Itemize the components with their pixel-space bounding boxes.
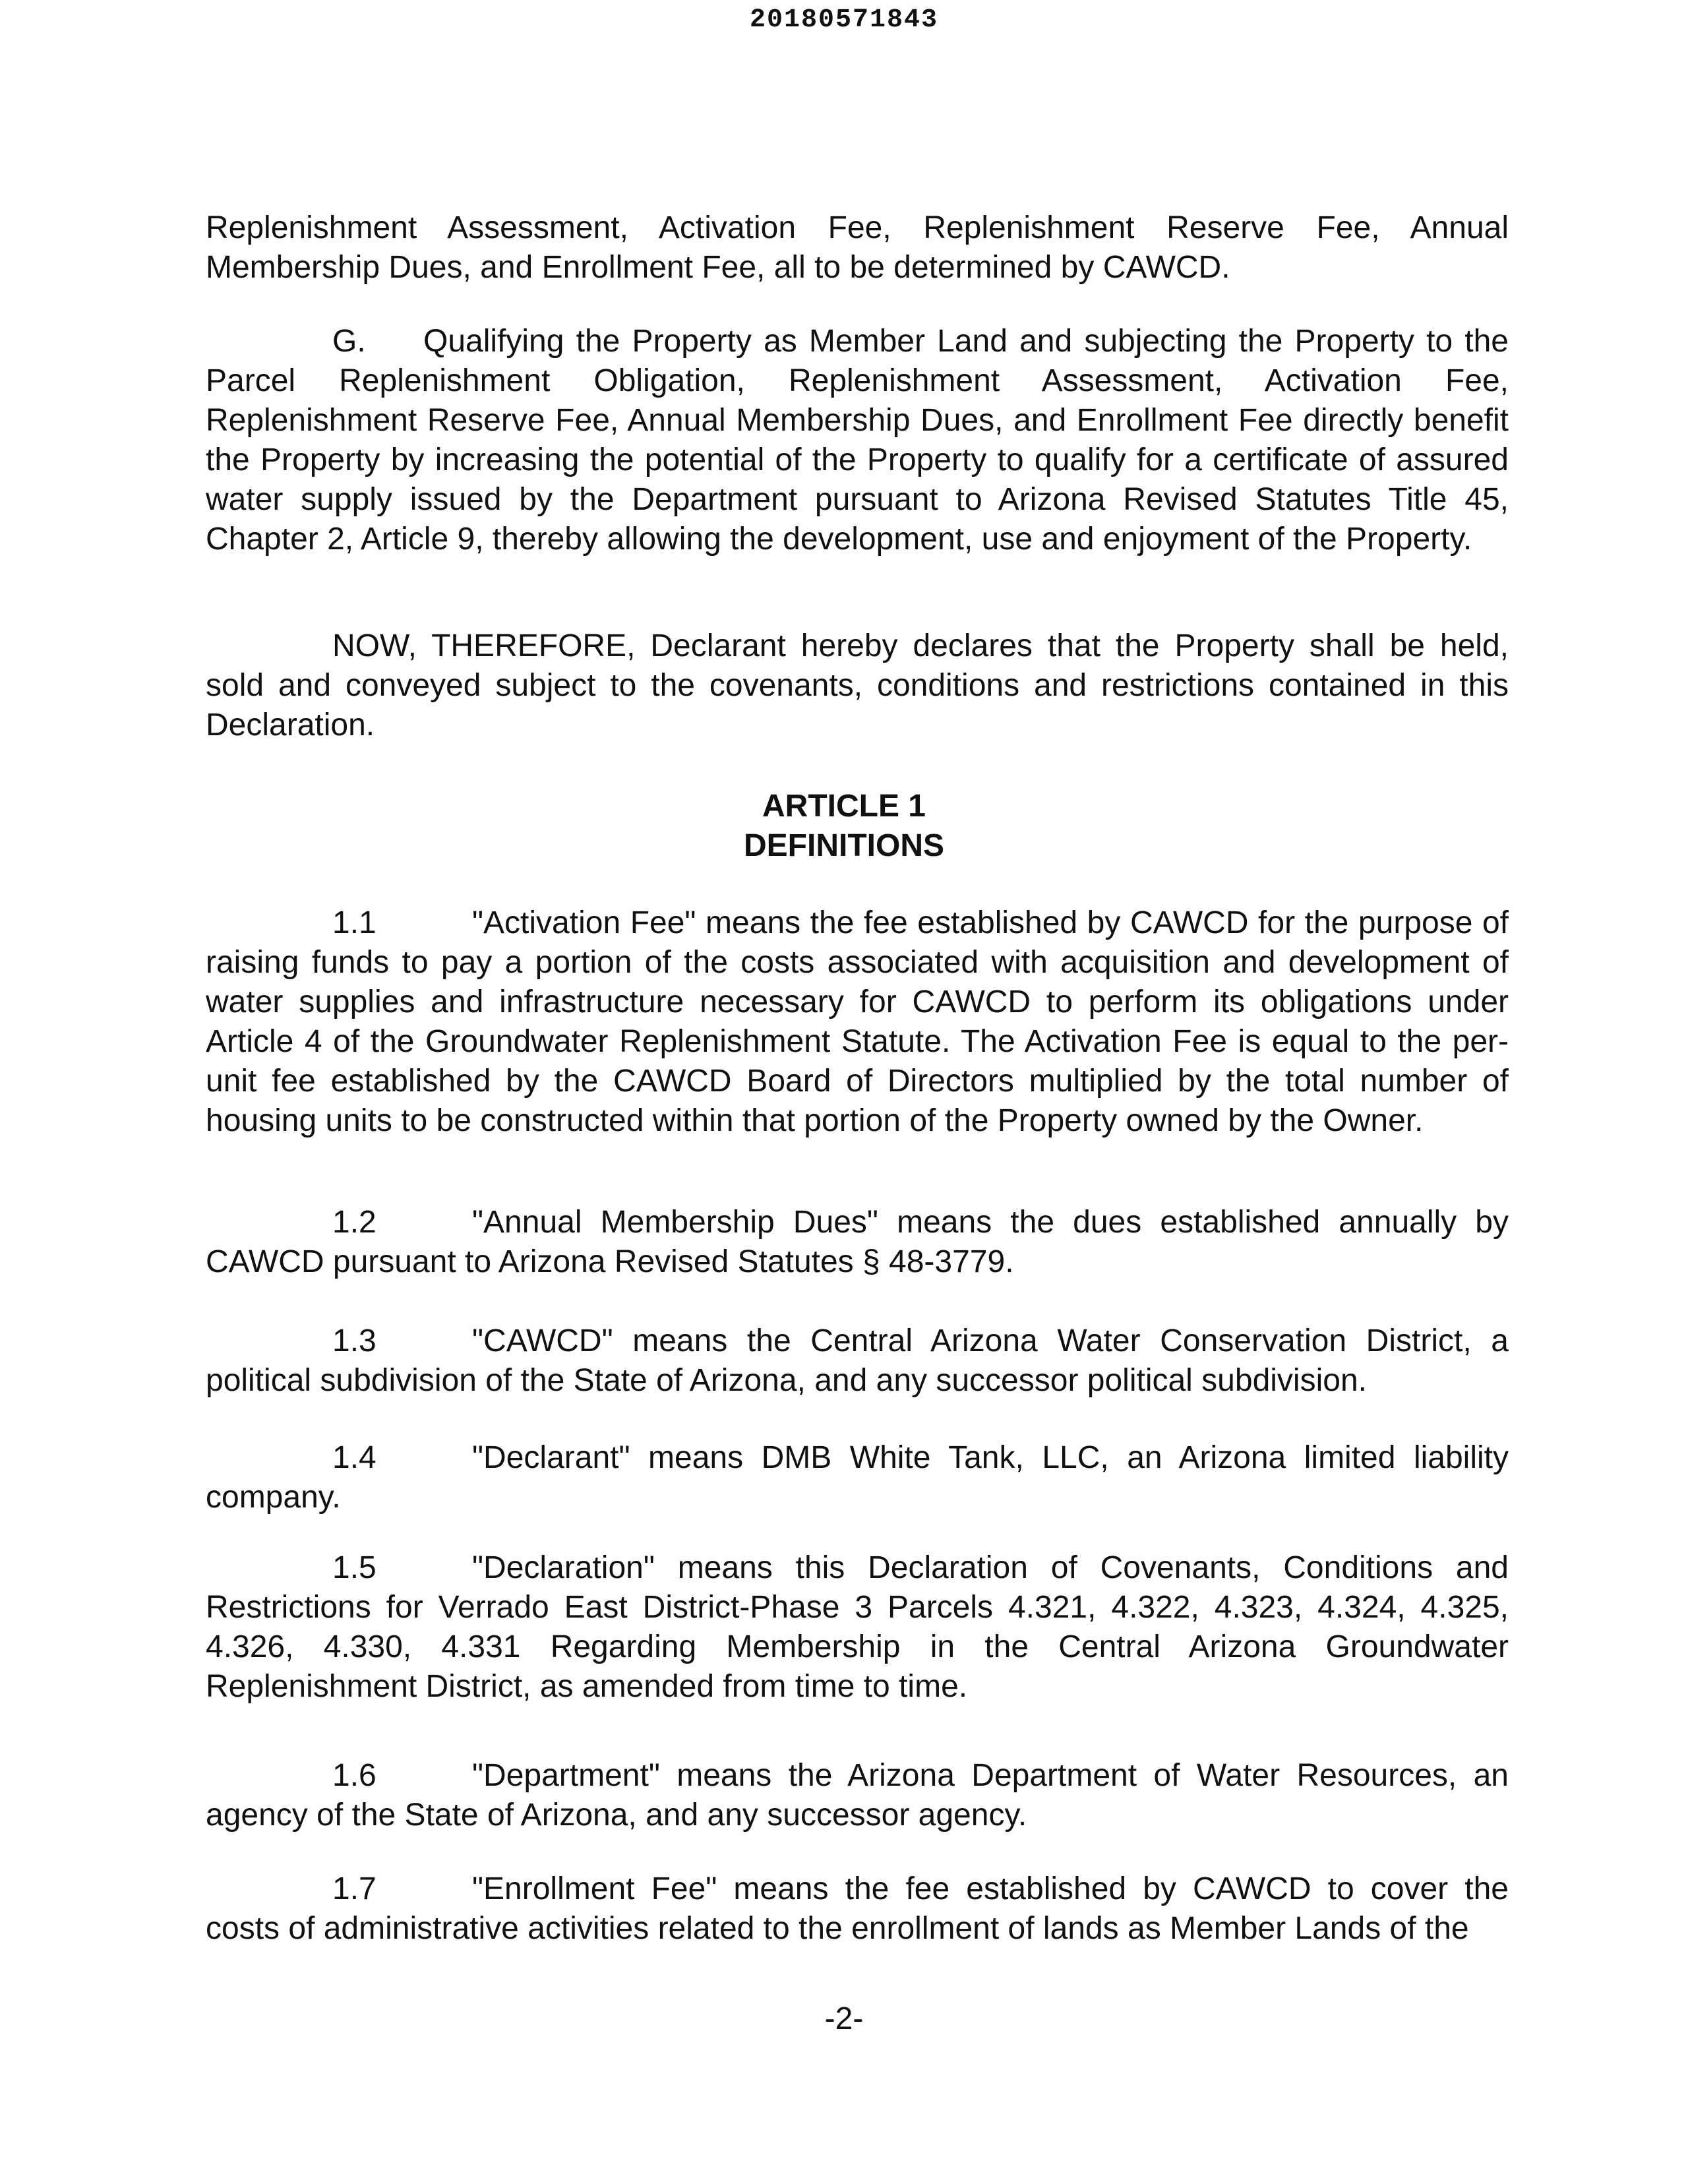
recital-g-paragraph bbox=[206, 322, 1509, 559]
definition-number: 1.2 bbox=[332, 1205, 377, 1240]
page-number: -2- bbox=[824, 2001, 864, 2036]
definition-text: "Declarant" means DMB White Tank, LLC, an Arizona limited liability company. bbox=[206, 1440, 1509, 1515]
article-heading bbox=[0, 787, 1688, 866]
definition-text: "Declaration" means this Declaration of Covenants, Conditions and Restrictions for Verrado East District-Phase 3 Parcels 4.321, 4.322, 4.323, 4.324, 4.325, 4.326, 4.330, 4.331 Regarding Membership in the Central Arizona Groundwater Replenishment District, as amended from time to time. bbox=[206, 1550, 1509, 1704]
definition-text: "Department" means the Arizona Department of Water Resources, an agency of the State of Arizona, and any successor agency. bbox=[206, 1758, 1509, 1833]
definition-text: "Activation Fee" means the fee established by CAWCD for the purpose of raising funds to pay a portion of the costs associated with acquisition and development of water supplies and infrastructure necessary for CAWCD to perform its obligations under Article 4 of the Groundwater Replenishment Statute. The Activation Fee is equal to the per-unit fee established by the CAWCD Board of Directors multiplied by the total number of housing units to be constructed within that portion of the Property owned by the Owner. bbox=[206, 905, 1509, 1138]
definition-1-7 bbox=[206, 1869, 1509, 1949]
definition-number: 1.4 bbox=[332, 1440, 377, 1475]
definition-number: 1.6 bbox=[332, 1758, 377, 1793]
definition-text: "CAWCD" means the Central Arizona Water Conservation District, a political subdivision of the State of Arizona, and any successor political subdivision. bbox=[206, 1323, 1509, 1398]
article-title: ARTICLE 1 bbox=[762, 789, 926, 824]
definition-1-5 bbox=[206, 1548, 1509, 1707]
definition-text: "Annual Membership Dues" means the dues established annually by CAWCD pursuant to Arizona Revised Statutes § 48-3779. bbox=[206, 1205, 1509, 1279]
recital-g-text: Qualifying the Property as Member Land and subjecting the Property to the Parcel Replenishment Obligation, Replenishment Assessment, Activation Fee, Replenishment Reserve Fee, Annual Membership Dues, and Enrollment Fee directly benefit the Property by increasing the potential of the Property to qualify for a certificate of assured water supply issued by the Department pursuant to Arizona Revised Statutes Title 45, Chapter 2, Article 9, thereby allowing the development, use and enjoyment of the Property. bbox=[206, 324, 1509, 557]
definition-1-1 bbox=[206, 903, 1509, 1141]
definition-number: 1.7 bbox=[332, 1871, 377, 1906]
definition-1-6 bbox=[206, 1756, 1509, 1835]
definition-number: 1.5 bbox=[332, 1550, 377, 1585]
definition-1-4 bbox=[206, 1438, 1509, 1517]
definition-1-2 bbox=[206, 1203, 1509, 1282]
definition-number: 1.1 bbox=[332, 905, 377, 940]
now-therefore-paragraph bbox=[206, 626, 1509, 745]
definition-number: 1.3 bbox=[332, 1323, 377, 1358]
recital-g-label: G. bbox=[332, 324, 366, 359]
definition-text: "Enrollment Fee" means the fee established by CAWCD to cover the costs of administrative activities related to the enrollment of lands as Member Lands of the bbox=[206, 1871, 1509, 1946]
document-number: 20180571843 bbox=[749, 5, 939, 35]
now-therefore-text: NOW, THEREFORE, Declarant hereby declares that the Property shall be held, sold and conveyed subject to the covenants, conditions and restrictions contained in this Declaration. bbox=[206, 628, 1509, 743]
intro-paragraph bbox=[206, 208, 1509, 288]
intro-text: Replenishment Assessment, Activation Fee, Replenishment Reserve Fee, Annual Membership Dues, and Enrollment Fee, all to be determined by CAWCD. bbox=[206, 210, 1509, 285]
article-subtitle: DEFINITIONS bbox=[743, 828, 944, 863]
definition-1-3 bbox=[206, 1321, 1509, 1401]
